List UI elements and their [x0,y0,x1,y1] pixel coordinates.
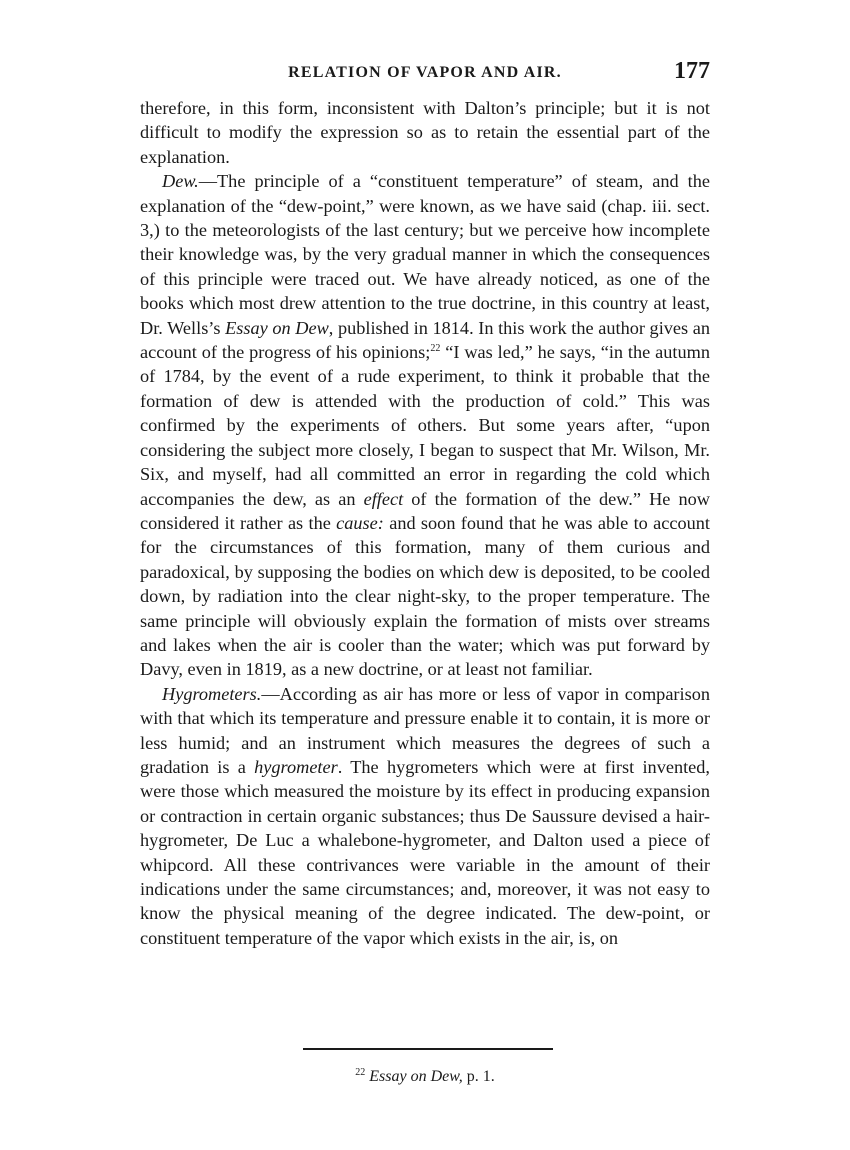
footnote-rule [303,1048,553,1050]
section-heading-dew: Dew. [162,171,199,192]
paragraph-hygrometers [140,682,710,950]
text-run: “I was led,” he says, “in the autumn of 1784, by the event of a rude experiment, to think it probable that the formation of dew is attended with the production of cold.” This was confirmed by the experiments of others. But some years after, “upon considering the subject more closely, I began to suspect that Mr. Wilson, Mr. Six, and myself, had all committed an error in regarding the cold which accompanies the dew, as an [140,342,710,509]
emphasis-hygrometer: hygrometer [254,756,338,777]
text-run: —According as air has more or less of vapor in comparison with that which its temperature and pressure enable it to contain, it is more or less humid; and an instrument which measures the degrees of such a gradation is a [140,683,710,777]
text-run: . The hygrometers which were at first invented, were those which measured the moisture by its effect in producing expansion or contraction in certain organic substances; thus De Saussure devised a hair-hygrometer, De Luc a whalebone-hygrometer, and Dalton used a piece of whipcord. All these contrivances were variable in the amount of their indications under the same circumstances; and, moreover, it was not easy to know the physical meaning of the degree indicated. The dew-point, or constituent temperature of the vapor which exists in the air, is, on [140,756,710,948]
body-text [140,96,710,950]
footnote-title: Essay on Dew, [369,1068,463,1085]
paragraph-dew [140,169,710,682]
section-heading-hygrometers: Hygrometers. [162,683,262,704]
emphasis-effect: effect [363,488,404,509]
book-title: Essay on Dew [225,317,329,338]
paragraph-continuation: therefore, in this form, inconsistent with Dalton’s principle; but it is not difficult to modify the expression so as to retain the essential part of the explanation. [140,98,710,167]
page-number: 177 [674,58,710,84]
footnote [140,1068,710,1086]
text-run: , published in 1814. In this work the author gives an account of the progress of his opinions; [140,317,711,363]
text-run: —The principle of a “constituent temperature” of steam, and the explanation of the “dew-point,” were known, as we have said (chap. iii. sect. 3,) to the meteorologists of the last century; but we perceive how incomplete their knowledge was, by the very gradual manner in which the consequences of this principle were traced out. We have already noticed, as one of the books which most drew attention to the true doctrine, in this country at least, Dr. Wells’s [140,171,710,338]
footnote-marker: 22 [355,1067,366,1078]
footnote-reference: 22 [430,343,441,355]
text-run: and soon found that he was able to account for the circumstances of this formation, many of them curious and paradoxical, by supposing the bodies on which dew is deposited, to be cooled down, by radiation into the clear night-sky, to the proper temperature. The same principle will obviously explain the formation of mists over streams and lakes when the air is cooler than the water; which was put forward by Davy, even in 1819, as a new doctrine, or at least not familiar. [140,512,710,680]
running-head [140,58,710,94]
running-title: RELATION OF VAPOR AND AIR. [288,64,562,81]
footnote-text: p. 1. [462,1068,495,1085]
text-run: of the formation of the dew.” He now considered it rather as the [140,488,710,533]
emphasis-cause: cause: [336,512,384,533]
